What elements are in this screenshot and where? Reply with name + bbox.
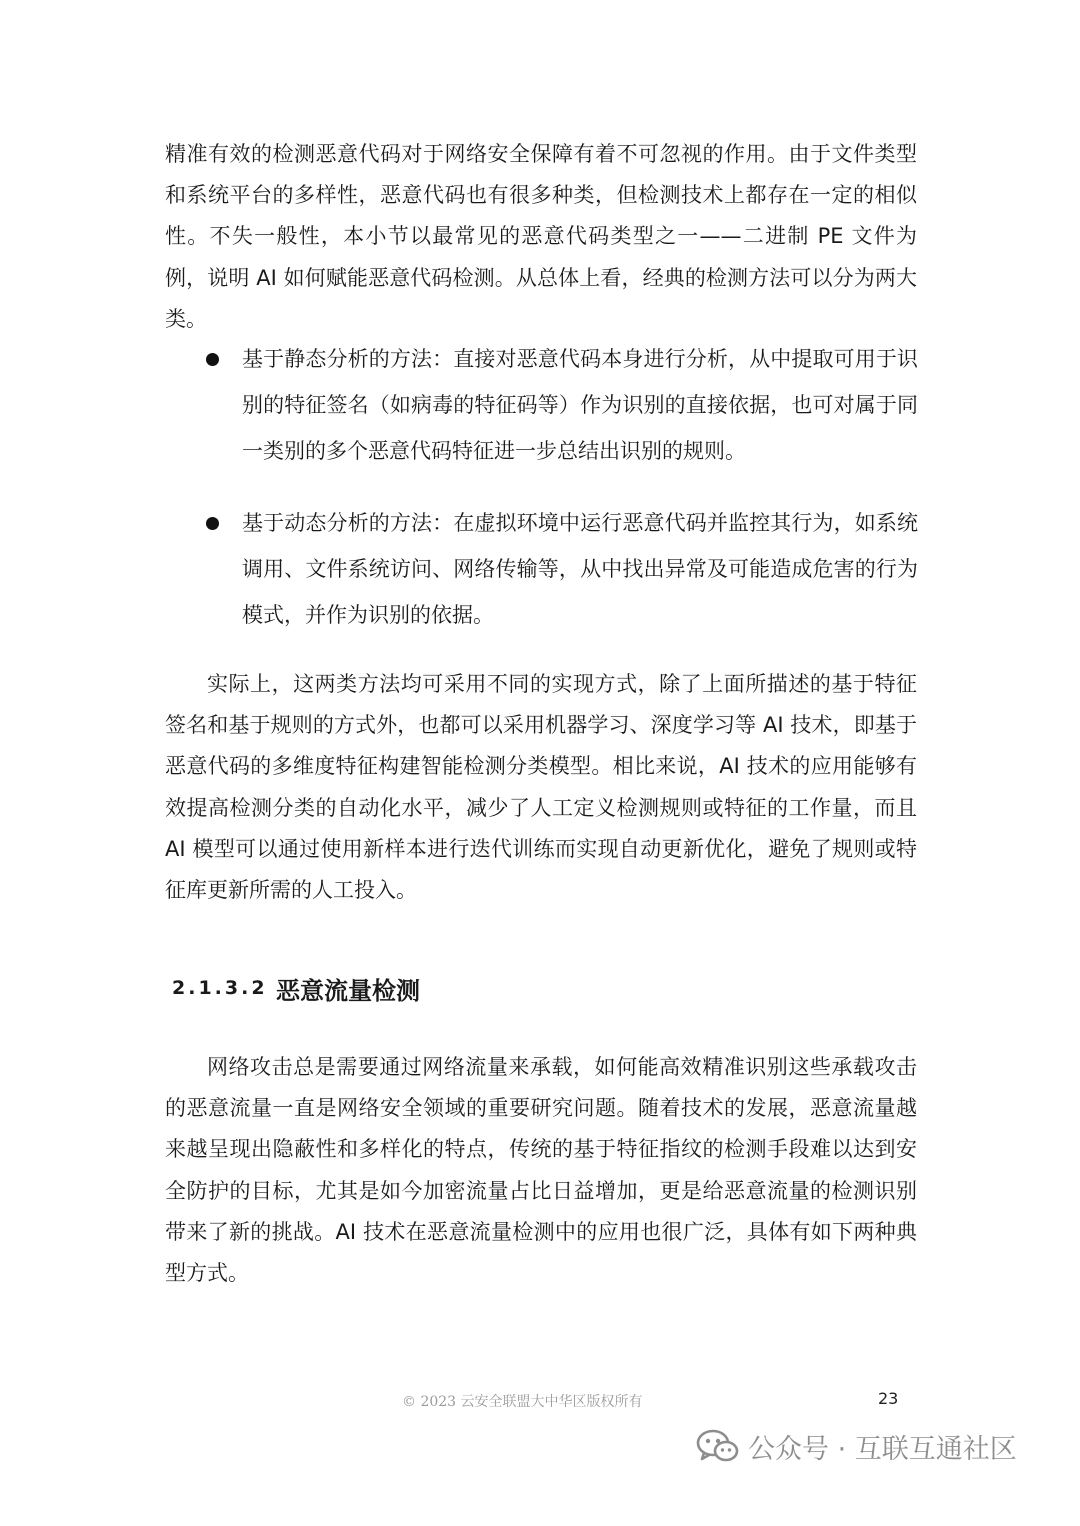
bullet-text: 基于动态分析的方法：在虚拟环境中运行恶意代码并监控其行为，如系统调用、文件系统访问、网络传输等，从中找出异常及可能造成危害的行为模式，并作为识别的依据。 xyxy=(242,511,918,627)
paragraph-intro: 精准有效的检测恶意代码对于网络安全保障有着不可忽视的作用。由于文件类型和系统平台的多样性，恶意代码也有很多种类，但检测技术上都存在一定的相似性。不失一般性，本小节以最常见的恶意代码类型之一——二进制 PE 文件为例，说明 AI 如何赋能恶意代码检测。从总体上看，经典的检测方法可以分为两大类。 xyxy=(165,142,917,331)
watermark-text: 公众号 · 互联互通社区 xyxy=(748,1433,1017,1465)
bullet-dot-icon xyxy=(206,517,219,530)
bullet-dynamic-analysis xyxy=(206,500,918,638)
paragraph-ai-methods: 实际上，这两类方法均可采用不同的实现方式，除了上面所描述的基于特征签名和基于规则的方式外，也都可以采用机器学习、深度学习等 AI 技术，即基于恶意代码的多维度特征构建智能检测分类模型。相比来说，AI 技术的应用能够有效提高检测分类的自动化水平，减少了人工定义检测规则或特征的工作量，而且 AI 模型可以通过使用新样本进行迭代训练而实现自动更新优化，避免了规则或特征库更新所需的人工投入。 xyxy=(165,672,917,903)
page-number: 23 xyxy=(878,1389,899,1408)
footer-copyright: © 2023 云安全联盟大中华区版权所有 xyxy=(402,1394,643,1410)
bullet-text: 基于静态分析的方法：直接对恶意代码本身进行分析，从中提取可用于识别的特征签名（如病毒的特征码等）作为识别的直接依据，也可对属于同一类别的多个恶意代码特征进一步总结出识别的规则。 xyxy=(242,347,918,463)
watermark xyxy=(696,1426,1017,1466)
section-heading xyxy=(172,968,420,1008)
paragraph-malicious-traffic: 网络攻击总是需要通过网络流量来承载，如何能高效精准识别这些承载攻击的恶意流量一直是网络安全领域的重要研究问题。随着技术的发展，恶意流量越来越呈现出隐蔽性和多样化的特点，传统的基于特征指纹的检测手段难以达到安全防护的目标，尤其是如今加密流量占比日益增加，更是给恶意流量的检测识别带来了新的挑战。AI 技术在恶意流量检测中的应用也很广泛，具体有如下两种典型方式。 xyxy=(165,1055,917,1286)
bullet-dot-icon xyxy=(206,353,219,366)
bullet-static-analysis xyxy=(206,336,918,474)
section-title: 恶意流量检测 xyxy=(276,976,420,1005)
section-number: 2.1.3.2 xyxy=(172,977,268,999)
wechat-icon xyxy=(696,1428,740,1464)
